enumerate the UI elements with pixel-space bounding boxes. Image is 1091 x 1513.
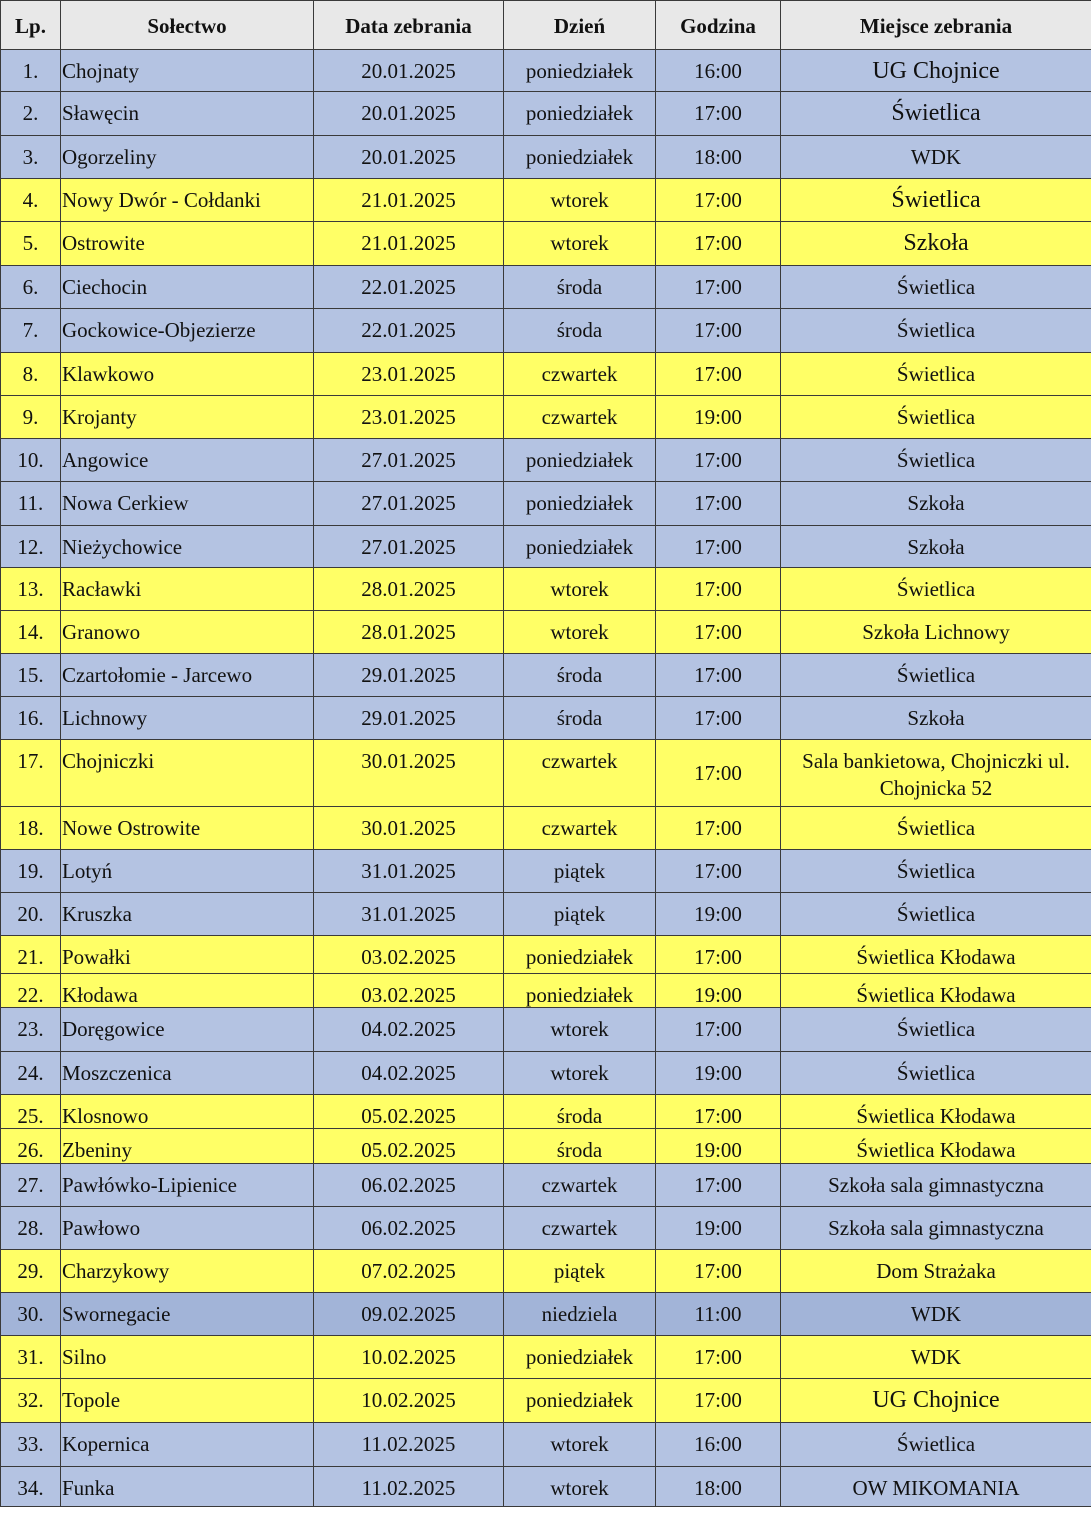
cell-day: wtorek [504, 179, 656, 222]
cell-time: 18:00 [656, 136, 781, 179]
cell-time: 17:00 [656, 92, 781, 136]
cell-day: środa [504, 654, 656, 697]
cell-lp: 32. [1, 1379, 61, 1423]
header-date: Data zebrania [314, 1, 504, 50]
cell-lp: 27. [1, 1164, 61, 1207]
cell-place: Świetlica [781, 850, 1091, 893]
cell-day: czwartek [504, 740, 656, 807]
cell-day: poniedziałek [504, 482, 656, 526]
cell-place: Szkoła [781, 482, 1091, 526]
cell-place: Świetlica [781, 92, 1091, 136]
cell-solectwo: Ciechocin [61, 266, 314, 309]
cell-solectwo: Kruszka [61, 893, 314, 936]
table-body [1, 50, 1091, 1507]
cell-place: Świetlica [781, 1008, 1091, 1052]
cell-time: 16:00 [656, 1423, 781, 1467]
cell-date: 11.02.2025 [314, 1423, 504, 1467]
table-row [1, 396, 1091, 439]
table-row [1, 611, 1091, 654]
cell-day: poniedziałek [504, 526, 656, 568]
cell-day: poniedziałek [504, 1336, 656, 1379]
cell-place: Świetlica [781, 396, 1091, 439]
cell-time: 16:00 [656, 50, 781, 92]
cell-date: 03.02.2025 [314, 974, 504, 1008]
cell-day: środa [504, 309, 656, 353]
cell-day: piątek [504, 850, 656, 893]
cell-day: środa [504, 1129, 656, 1164]
cell-day: wtorek [504, 1423, 656, 1467]
cell-place: Świetlica [781, 179, 1091, 222]
cell-time: 17:00 [656, 1095, 781, 1129]
table-row [1, 1379, 1091, 1423]
cell-date: 20.01.2025 [314, 136, 504, 179]
cell-date: 11.02.2025 [314, 1467, 504, 1507]
cell-place: Dom Strażaka [781, 1250, 1091, 1293]
cell-solectwo: Kłodawa [61, 974, 314, 1008]
cell-date: 20.01.2025 [314, 50, 504, 92]
cell-day: czwartek [504, 807, 656, 850]
table-row [1, 1423, 1091, 1467]
table-row [1, 1250, 1091, 1293]
table-row [1, 266, 1091, 309]
cell-day: poniedziałek [504, 1379, 656, 1423]
cell-date: 20.01.2025 [314, 92, 504, 136]
cell-time: 18:00 [656, 1467, 781, 1507]
cell-date: 29.01.2025 [314, 697, 504, 740]
cell-day: środa [504, 697, 656, 740]
cell-lp: 20. [1, 893, 61, 936]
cell-solectwo: Krojanty [61, 396, 314, 439]
cell-day: środa [504, 1095, 656, 1129]
cell-place: WDK [781, 1293, 1091, 1336]
cell-solectwo: Chojnaty [61, 50, 314, 92]
cell-lp: 18. [1, 807, 61, 850]
table-row [1, 1293, 1091, 1336]
table-row [1, 222, 1091, 266]
cell-place: Świetlica [781, 807, 1091, 850]
cell-place: Świetlica Kłodawa [781, 1095, 1091, 1129]
cell-date: 10.02.2025 [314, 1379, 504, 1423]
cell-date: 31.01.2025 [314, 893, 504, 936]
cell-time: 17:00 [656, 179, 781, 222]
cell-solectwo: Zbeniny [61, 1129, 314, 1164]
cell-date: 28.01.2025 [314, 568, 504, 611]
cell-solectwo: Czartołomie - Jarcewo [61, 654, 314, 697]
table-row [1, 309, 1091, 353]
cell-lp: 34. [1, 1467, 61, 1507]
table-row [1, 482, 1091, 526]
cell-place: Świetlica [781, 309, 1091, 353]
cell-time: 17:00 [656, 697, 781, 740]
cell-place: Szkoła sala gimnastyczna [781, 1164, 1091, 1207]
cell-time: 17:00 [656, 611, 781, 654]
cell-place: Świetlica [781, 1052, 1091, 1095]
table-row [1, 893, 1091, 936]
cell-solectwo: Angowice [61, 439, 314, 482]
cell-lp: 15. [1, 654, 61, 697]
table-row [1, 1008, 1091, 1052]
cell-place: Szkoła sala gimnastyczna [781, 1207, 1091, 1250]
cell-date: 22.01.2025 [314, 309, 504, 353]
cell-lp: 31. [1, 1336, 61, 1379]
cell-date: 30.01.2025 [314, 740, 504, 807]
cell-time: 19:00 [656, 1129, 781, 1164]
cell-lp: 4. [1, 179, 61, 222]
cell-place: Szkoła Lichnowy [781, 611, 1091, 654]
cell-lp: 13. [1, 568, 61, 611]
cell-solectwo: Powałki [61, 936, 314, 974]
table-row [1, 1052, 1091, 1095]
cell-place: Świetlica [781, 654, 1091, 697]
cell-solectwo: Topole [61, 1379, 314, 1423]
cell-place: Świetlica [781, 266, 1091, 309]
cell-place: Szkoła [781, 526, 1091, 568]
table-row [1, 1095, 1091, 1129]
cell-day: czwartek [504, 1164, 656, 1207]
cell-solectwo: Klosnowo [61, 1095, 314, 1129]
cell-day: niedziela [504, 1293, 656, 1336]
cell-date: 06.02.2025 [314, 1207, 504, 1250]
cell-lp: 14. [1, 611, 61, 654]
cell-date: 22.01.2025 [314, 266, 504, 309]
cell-time: 17:00 [656, 266, 781, 309]
cell-solectwo: Gockowice-Objezierze [61, 309, 314, 353]
cell-time: 19:00 [656, 1207, 781, 1250]
cell-place: Sala bankietowa, Chojniczki ul. Chojnicka 52 [781, 740, 1091, 807]
cell-place: Świetlica [781, 893, 1091, 936]
cell-lp: 12. [1, 526, 61, 568]
cell-time: 17:00 [656, 309, 781, 353]
cell-date: 23.01.2025 [314, 396, 504, 439]
table-row [1, 439, 1091, 482]
cell-date: 07.02.2025 [314, 1250, 504, 1293]
cell-date: 27.01.2025 [314, 482, 504, 526]
cell-solectwo: Nowy Dwór - Cołdanki [61, 179, 314, 222]
cell-time: 17:00 [656, 936, 781, 974]
cell-date: 30.01.2025 [314, 807, 504, 850]
cell-lp: 2. [1, 92, 61, 136]
header-lp: Lp. [1, 1, 61, 50]
cell-solectwo: Kopernica [61, 1423, 314, 1467]
cell-date: 29.01.2025 [314, 654, 504, 697]
cell-date: 04.02.2025 [314, 1008, 504, 1052]
header-solectwo: Sołectwo [61, 1, 314, 50]
cell-day: poniedziałek [504, 439, 656, 482]
cell-date: 27.01.2025 [314, 439, 504, 482]
cell-solectwo: Charzykowy [61, 1250, 314, 1293]
table-row [1, 1336, 1091, 1379]
table-row [1, 353, 1091, 396]
cell-solectwo: Moszczenica [61, 1052, 314, 1095]
cell-solectwo: Pawłówko-Lipienice [61, 1164, 314, 1207]
cell-time: 19:00 [656, 1052, 781, 1095]
cell-place: UG Chojnice [781, 50, 1091, 92]
cell-time: 17:00 [656, 807, 781, 850]
cell-time: 19:00 [656, 893, 781, 936]
cell-solectwo: Nowe Ostrowite [61, 807, 314, 850]
cell-date: 10.02.2025 [314, 1336, 504, 1379]
cell-lp: 8. [1, 353, 61, 396]
cell-solectwo: Funka [61, 1467, 314, 1507]
cell-day: czwartek [504, 353, 656, 396]
cell-date: 06.02.2025 [314, 1164, 504, 1207]
cell-place: Szkoła [781, 222, 1091, 266]
header-place: Miejsce zebrania [781, 1, 1091, 50]
cell-time: 17:00 [656, 740, 781, 807]
table-row [1, 179, 1091, 222]
cell-time: 17:00 [656, 850, 781, 893]
cell-date: 31.01.2025 [314, 850, 504, 893]
header-row [1, 1, 1091, 50]
cell-time: 17:00 [656, 568, 781, 611]
cell-time: 19:00 [656, 974, 781, 1008]
cell-time: 17:00 [656, 1379, 781, 1423]
cell-lp: 16. [1, 697, 61, 740]
cell-day: wtorek [504, 222, 656, 266]
cell-day: wtorek [504, 1052, 656, 1095]
cell-lp: 10. [1, 439, 61, 482]
cell-date: 09.02.2025 [314, 1293, 504, 1336]
cell-time: 17:00 [656, 482, 781, 526]
cell-solectwo: Klawkowo [61, 353, 314, 396]
header-time: Godzina [656, 1, 781, 50]
cell-day: środa [504, 266, 656, 309]
cell-place: Świetlica [781, 1423, 1091, 1467]
cell-place: WDK [781, 136, 1091, 179]
cell-solectwo: Racławki [61, 568, 314, 611]
cell-lp: 29. [1, 1250, 61, 1293]
cell-lp: 30. [1, 1293, 61, 1336]
cell-solectwo: Nieżychowice [61, 526, 314, 568]
cell-solectwo: Nowa Cerkiew [61, 482, 314, 526]
cell-solectwo: Silno [61, 1336, 314, 1379]
cell-day: czwartek [504, 1207, 656, 1250]
table-row [1, 974, 1091, 1008]
cell-solectwo: Ogorzeliny [61, 136, 314, 179]
table-row [1, 1129, 1091, 1164]
table-row [1, 92, 1091, 136]
cell-time: 17:00 [656, 1250, 781, 1293]
header-day: Dzień [504, 1, 656, 50]
cell-day: wtorek [504, 611, 656, 654]
table-row [1, 568, 1091, 611]
cell-lp: 23. [1, 1008, 61, 1052]
cell-time: 17:00 [656, 1164, 781, 1207]
cell-day: poniedziałek [504, 974, 656, 1008]
cell-solectwo: Lotyń [61, 850, 314, 893]
cell-place: OW MIKOMANIA [781, 1467, 1091, 1507]
table-row [1, 654, 1091, 697]
cell-day: poniedziałek [504, 92, 656, 136]
table-row [1, 1467, 1091, 1507]
cell-time: 17:00 [656, 353, 781, 396]
cell-solectwo: Ostrowite [61, 222, 314, 266]
cell-solectwo: Doręgowice [61, 1008, 314, 1052]
cell-date: 04.02.2025 [314, 1052, 504, 1095]
table-row [1, 50, 1091, 92]
cell-day: wtorek [504, 1467, 656, 1507]
cell-solectwo: Pawłowo [61, 1207, 314, 1250]
cell-lp: 5. [1, 222, 61, 266]
cell-solectwo: Lichnowy [61, 697, 314, 740]
cell-place: Świetlica Kłodawa [781, 1129, 1091, 1164]
cell-time: 19:00 [656, 396, 781, 439]
cell-time: 17:00 [656, 526, 781, 568]
cell-day: piątek [504, 893, 656, 936]
cell-solectwo: Sławęcin [61, 92, 314, 136]
cell-lp: 9. [1, 396, 61, 439]
cell-lp: 22. [1, 974, 61, 1008]
table-row [1, 526, 1091, 568]
cell-date: 05.02.2025 [314, 1129, 504, 1164]
table-row [1, 1207, 1091, 1250]
cell-lp: 7. [1, 309, 61, 353]
cell-date: 03.02.2025 [314, 936, 504, 974]
cell-day: poniedziałek [504, 936, 656, 974]
cell-solectwo: Granowo [61, 611, 314, 654]
cell-date: 27.01.2025 [314, 526, 504, 568]
cell-lp: 24. [1, 1052, 61, 1095]
cell-lp: 11. [1, 482, 61, 526]
cell-solectwo: Swornegacie [61, 1293, 314, 1336]
cell-lp: 17. [1, 740, 61, 807]
cell-place: Świetlica [781, 439, 1091, 482]
cell-time: 11:00 [656, 1293, 781, 1336]
cell-date: 23.01.2025 [314, 353, 504, 396]
table-row [1, 807, 1091, 850]
table-row [1, 697, 1091, 740]
table-row [1, 740, 1091, 807]
cell-day: wtorek [504, 568, 656, 611]
cell-lp: 21. [1, 936, 61, 974]
cell-day: czwartek [504, 396, 656, 439]
cell-lp: 19. [1, 850, 61, 893]
cell-place: UG Chojnice [781, 1379, 1091, 1423]
table-row [1, 850, 1091, 893]
cell-date: 28.01.2025 [314, 611, 504, 654]
table-row [1, 1164, 1091, 1207]
cell-place: Świetlica [781, 353, 1091, 396]
cell-time: 17:00 [656, 654, 781, 697]
cell-place: Świetlica [781, 568, 1091, 611]
cell-lp: 3. [1, 136, 61, 179]
cell-day: poniedziałek [504, 136, 656, 179]
cell-date: 05.02.2025 [314, 1095, 504, 1129]
cell-lp: 28. [1, 1207, 61, 1250]
cell-lp: 33. [1, 1423, 61, 1467]
cell-lp: 26. [1, 1129, 61, 1164]
cell-day: wtorek [504, 1008, 656, 1052]
cell-lp: 25. [1, 1095, 61, 1129]
cell-day: poniedziałek [504, 50, 656, 92]
cell-day: piątek [504, 1250, 656, 1293]
table-row [1, 936, 1091, 974]
table-row [1, 136, 1091, 179]
cell-solectwo: Chojniczki [61, 740, 314, 807]
cell-place: Świetlica Kłodawa [781, 936, 1091, 974]
cell-time: 17:00 [656, 1336, 781, 1379]
cell-place: WDK [781, 1336, 1091, 1379]
cell-time: 17:00 [656, 1008, 781, 1052]
cell-date: 21.01.2025 [314, 222, 504, 266]
cell-place: Świetlica Kłodawa [781, 974, 1091, 1008]
cell-lp: 6. [1, 266, 61, 309]
cell-time: 17:00 [656, 222, 781, 266]
cell-time: 17:00 [656, 439, 781, 482]
cell-place: Szkoła [781, 697, 1091, 740]
cell-lp: 1. [1, 50, 61, 92]
cell-date: 21.01.2025 [314, 179, 504, 222]
